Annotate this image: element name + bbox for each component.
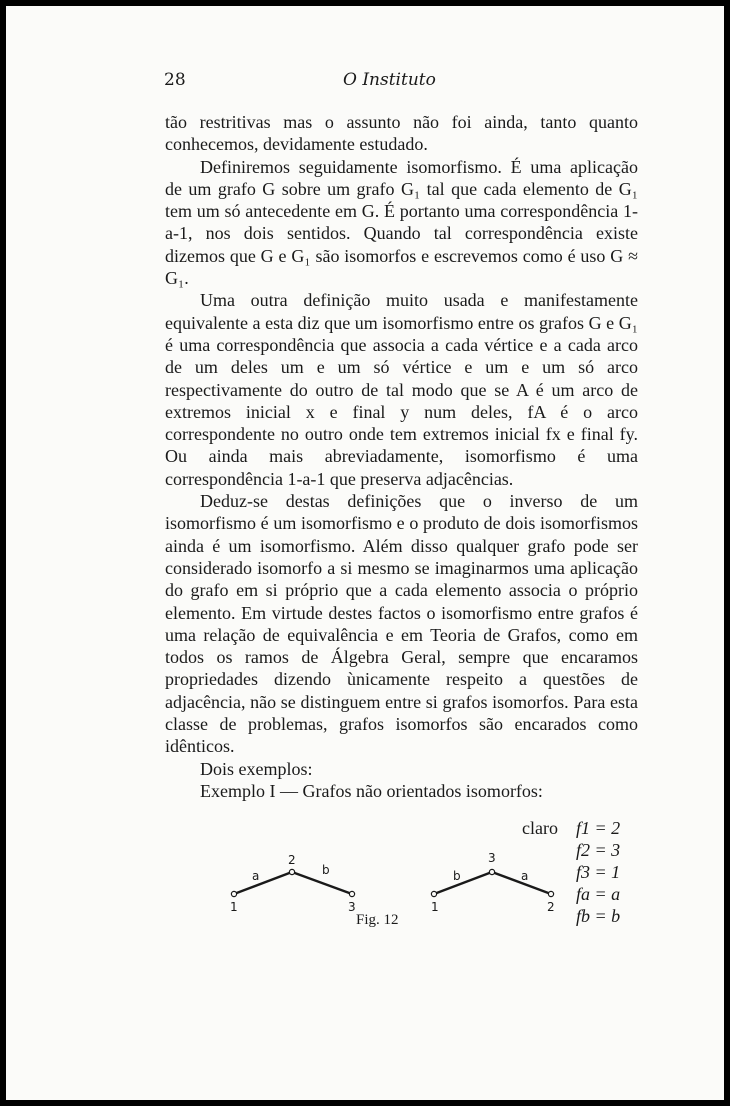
graph-right [431, 851, 555, 914]
vertex-label: 3 [348, 900, 356, 914]
vertex-node [349, 891, 354, 896]
mapping-line: f1 = 2 [576, 818, 621, 838]
mapping-line: fa = a [576, 884, 621, 904]
edge-b-line [434, 872, 492, 894]
vertex-node [548, 891, 553, 896]
graph-left [230, 853, 356, 914]
paragraph: Dois exemplos: [200, 758, 313, 779]
vertex-label: 1 [230, 900, 238, 914]
vertex-node [431, 891, 436, 896]
figure-caption: Fig. 12 [356, 912, 399, 928]
paragraph: Definiremos seguidamente isomorfismo. É uma aplicação de um grafo G sobre um grafo G₁ tal que cada elemento de G₁ tem um só antecedente em G. É portanto uma correspondência 1-a-1, nos dois sentidos. Quando tal correspondência existe dizemos que G e G₁ são isomorfos e escrevemos como é uso G ≈ G₁. [165, 156, 638, 289]
page-number: 28 [164, 70, 186, 90]
edge-label: b [453, 869, 461, 883]
edge-label: a [521, 869, 529, 883]
vertex-node [289, 869, 294, 874]
vertex-label: 2 [288, 853, 296, 867]
mapping-line: f3 = 1 [576, 862, 621, 882]
mapping-line: fb = b [576, 906, 621, 926]
vertex-node [489, 869, 494, 874]
paragraph: Uma outra definição muito usada e manifestamente equivalente a esta diz que um isomorfismo entre os grafos G e G₁ é uma correspondência que associa a cada vértice e a cada arco de um deles um e um só vértice e um e um só arco respectivamente do outro de tal modo que se A é um arco de extremos inicial x e final y num deles, fA é o arco correspondente no outro onde tem extremos inicial fx e final fy. Ou ainda mais abreviadamente, isomorfismo é uma correspondência 1-a-1 que preserva adjacências. [165, 290, 638, 489]
running-title: O Instituto [343, 70, 436, 90]
vertex-label: 2 [547, 900, 555, 914]
vertex-label: 1 [431, 900, 439, 914]
body-text [165, 111, 638, 802]
paragraph: Exemplo I — Grafos não orientados isomorfos: [200, 780, 543, 801]
paragraph: tão restritivas mas o assunto não foi ainda, tanto quanto conhecemos, devidamente estudado. [165, 112, 638, 155]
edge-a-line [234, 872, 292, 894]
paragraph: Deduz-se destas definições que o inverso de um isomorfismo é um isomorfismo e o produto de dois isomorfismos ainda é um isomorfismo. Além disso qualquer grafo pode ser considerado isomorfo a si mesmo se imaginarmos uma aplicação do grafo em si próprio que a cada elemento associa o próprio elemento. Em virtude destes factos o isomorfismo entre grafos é uma relação de equivalência e em Teoria de Grafos, como em todos os ramos de Álgebra Geral, sempre que encaramos propriedades dizendo ùnicamente respeito a questões de adjacência, não se distinguem entre si grafos isomorfos. Para esta classe de problemas, grafos isomorfos são encarados como idênticos. [165, 491, 638, 757]
mapping-line: f2 = 3 [576, 840, 621, 860]
vertex-node [231, 891, 236, 896]
edge-label: b [322, 863, 330, 877]
mapping-label: claro [522, 818, 558, 838]
book-page [6, 6, 724, 1100]
vertex-label: 3 [488, 851, 496, 865]
edge-label: a [252, 869, 260, 883]
